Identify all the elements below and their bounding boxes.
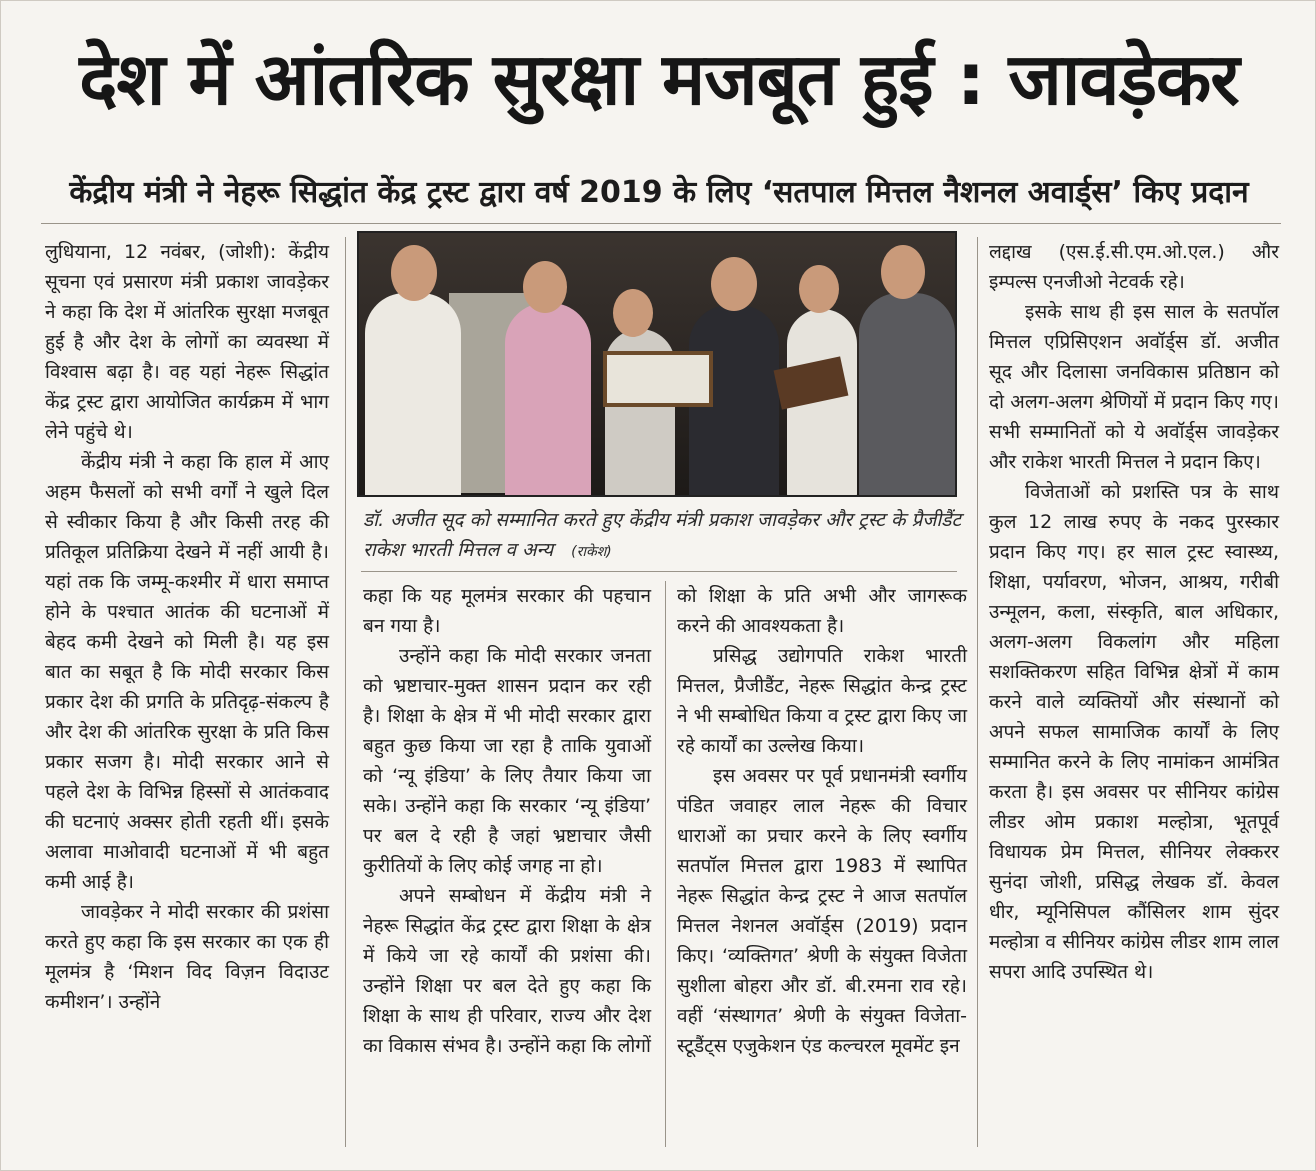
paragraph: उन्होंने कहा कि मोदी सरकार जनता को भ्रष्टाचार-मुक्त शासन प्रदान कर रही है। शिक्षा के क्षेत्र में भी मोदी सरकार द्वारा बहुत कुछ किया जा रहा है ताकि युवाओं को ‘न्यू इंडिया’ के लिए तैयार किया जा सके। उन्होंने कहा कि सरकार ‘न्यू इंडिया’ पर बल दे रही है जहां भ्रष्टाचार जैसी कुरीतियों के लिए कोई जगह ना हो। [363,645,651,877]
paragraph: को शिक्षा के प्रति अभी और जागरूक करने की आवश्यकता है। [677,585,967,637]
person-figure [505,303,591,497]
paragraph: इसके साथ ही इस साल के सतपॉल मित्तल एप्रिसिएशन अवॉर्ड्स डॉ. अजीत सूद और दिलासा जनविकास प्रतिष्ठान को दो अलग-अलग श्रेणियों में प्रदान किए गए। सभी सम्मानितों को ये अवॉर्ड्स जावड़ेकर और राकेश भारती मित्तल ने प्रदान किए। [989,301,1279,473]
person-figure [365,293,461,497]
person-head [799,265,839,313]
column-divider [665,581,666,1147]
photo-credit: (राकेश) [571,544,612,560]
paragraph: प्रसिद्ध उद्योगपति राकेश भारती मित्तल, प्रैजीडैंट, नेहरू सिद्धांत केन्द्र ट्रस्ट ने भी सम्बोधित किया व ट्रस्ट द्वारा किए जा रहे कार्यों का उल्लेख किया। [677,645,967,757]
subheadline: केंद्रीय मंत्री ने नेहरू सिद्धांत केंद्र ट्रस्ट द्वारा वर्ष 2019 के लिए ‘सतपाल मित्तल नैशनल अवार्ड्स’ किए प्रदान [69,175,1249,210]
caption-divider [361,571,957,572]
article-column-4 [989,237,1279,987]
paragraph: विजेताओं को प्रशस्ति पत्र के साथ कुल 12 लाख रुपए के नकद पुरस्कार प्रदान किए गए। हर साल ट्रस्ट स्वास्थ्य, शिक्षा, पर्यावरण, भोजन, आश्रय, गरीबी उन्मूलन, कला, संस्कृति, बाल अधिकार, अलग-अलग विकलांग और महिला सशक्तिकरण सहित विभिन्न क्षेत्रों में काम करने वाले व्यक्तियों और संस्थानों को अपने सफल सामाजिक कार्यों के लिए सम्मानित करने के लिए नामांकन आमंत्रित करता है। इस अवसर पर सीनियर कांग्रेस लीडर ओम प्रकाश मल्होत्रा, भूतपूर्व विधायक प्रेम मित्तल, सीनियर लेक्करर सुनंदा जोशी, प्रसिद्ध लेखक डॉ. केवल धीर, म्यूनिसिपल कौंसिलर शाम सुंदर मल्होत्रा व सीनियर कांग्रेस लीडर शाम लाल सपरा आदि उपस्थित थे। [989,481,1279,983]
paragraph: जावड़ेकर ने मोदी सरकार की प्रशंसा करते हुए कहा कि इस सरकार का एक ही मूलमंत्र है ‘मिशन विद विज़न विदाउट कमीशन’। उन्होंने [45,901,329,1013]
paragraph: लद्दाख (एस.ई.सी.एम.ओ.एल.) और इम्पल्स एनजीओ नेटवर्क रहे। [989,241,1279,293]
header-divider [41,223,1281,224]
person-head [613,289,653,337]
award-ceremony-photo [357,231,957,497]
person-head [523,261,567,313]
article-column-3 [677,581,967,1061]
person-figure [859,293,955,497]
paragraph: कहा कि यह मूलमंत्र सरकार की पहचान बन गया है। [363,585,651,637]
person-head [711,257,757,311]
paragraph: इस अवसर पर पूर्व प्रधानमंत्री स्वर्गीय पंडित जवाहर लाल नेहरू की विचार धाराओं का प्रचार करने के लिए स्वर्गीय सतपॉल मित्तल द्वारा 1983 में स्थापित नेहरू सिद्धांत केन्द्र ट्रस्ट ने आज सतपॉल मित्तल नेशनल अवॉर्ड्स (2019) प्रदान किए। ‘व्यक्तिगत’ श्रेणी के संयुक्त विजेता सुशीला बोहरा और डॉ. बी.रमना राव रहे। वहीं ‘संस्थागत’ श्रेणी के संयुक्त विजेता-स्टूडैंट्स एजुकेशन एंड कल्चरल मूवमेंट इन [677,765,967,1057]
photo-caption [363,505,963,567]
column-divider [977,237,978,1147]
caption-text: डॉ. अजीत सूद को सम्मानित करते हुए केंद्रीय मंत्री प्रकाश जावड़ेकर और ट्रस्ट के प्रैजीडैंट राकेश भारती मित्तल व अन्य [363,509,962,561]
paragraph: लुधियाना, 12 नवंबर, (जोशी): केंद्रीय सूचना एवं प्रसारण मंत्री प्रकाश जावड़ेकर ने कहा कि देश में आंतरिक सुरक्षा मजबूत हुई है और देश के लोगों का व्यवस्था में विश्वास बढ़ा है। वह यहां नेहरू सिद्धांत केंद्र ट्रस्ट द्वारा आयोजित कार्यक्रम में भाग लेने पहुंचे थे। [45,241,329,443]
award-frame [603,351,713,407]
paragraph: केंद्रीय मंत्री ने कहा कि हाल में आए अहम फैसलों को सभी वर्गों ने खुले दिल से स्वीकार किया है और किसी तरह की प्रतिकूल प्रतिक्रिया देखने में नहीं आयी है। यहां तक कि जम्मू-कश्मीर में धारा समाप्त होने के पश्चात आतंक की घटनाओं में बेहद कमी देखने को मिली है। यह इस बात का सबूत है कि मोदी सरकार किस प्रकार देश की प्रगति के प्रतिदृढ़-संकल्प है और देश की आंतरिक सुरक्षा के प्रति किस प्रकार सजग है। मोदी सरकार आने से पहले देश के विभिन्न हिस्सों से आतंकवाद की घटनाएं अक्सर होती रहती थीं। इसके अलावा माओवादी घटनाओं में भी बहुत कमी आई है। [45,451,329,893]
person-head [881,245,925,299]
headline: देश में आंतरिक सुरक्षा मजबूत हुई : जावड़ेकर [79,37,1239,121]
article-column-2 [363,581,651,1061]
person-head [391,245,437,301]
column-divider [345,237,346,1147]
article-column-1 [45,237,329,1017]
paragraph: अपने सम्बोधन में केंद्रीय मंत्री ने नेहरू सिद्धांत केंद्र ट्रस्ट द्वारा शिक्षा के क्षेत्र में किये जा रहे कार्यों की प्रशंसा की। उन्होंने शिक्षा पर बल देते हुए कहा कि शिक्षा के साथ ही परिवार, राज्य और देश का विकास संभव है। उन्होंने कहा कि लोगों [363,885,651,1057]
